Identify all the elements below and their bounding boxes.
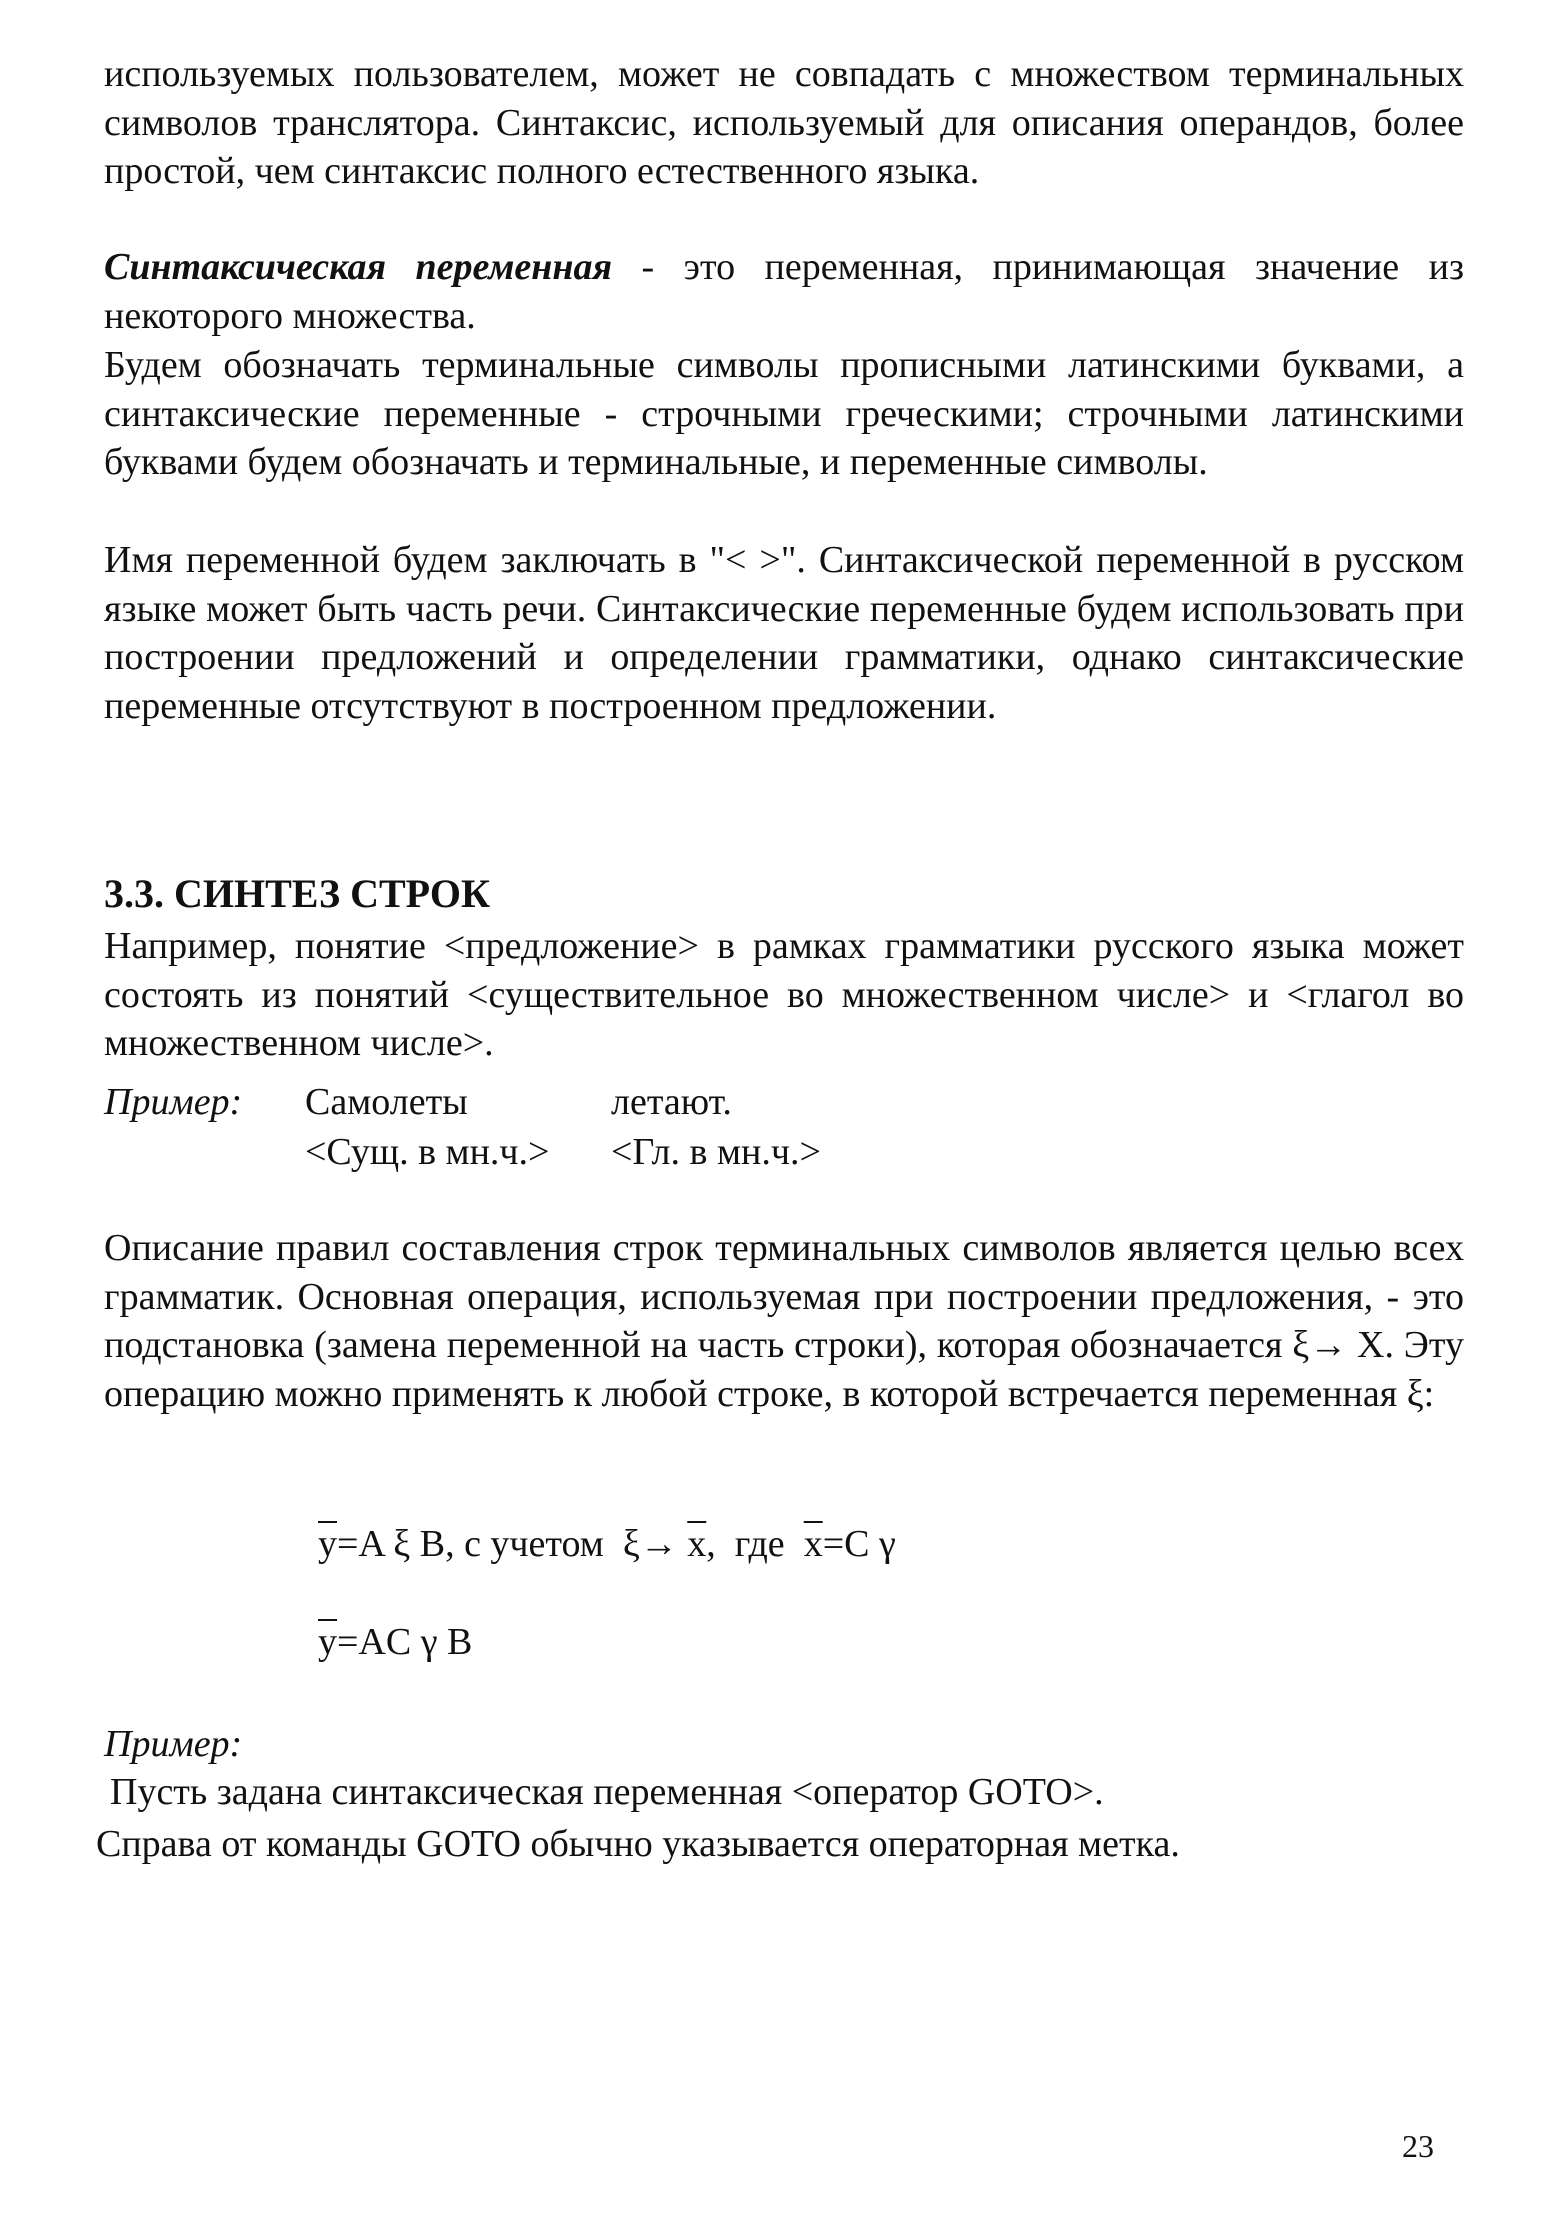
example-word-verb: летают. [611,1081,732,1123]
paragraph-syntactic-variable [104,243,1464,340]
example-word-noun: Самолеты [305,1081,468,1123]
paragraph-substitution: Описание правил составления строк терминальных символов является целью всех грамматик. Основная операция, используемая при построении предложения, - это подстановка (замена переменной на часть строки), которая обозначается ξ→ X. Эту операцию можно применять к любой строке, в которой встречается переменная ξ: [104,1227,1464,1415]
paragraph-goto-label: Справа от команды GOTO обычно указывается операторная метка. [96,1823,1180,1865]
formula-result: $\overline{y}=AC$ γ B [318,1621,473,1663]
formula-var-y: $\overline{y}$ [318,1523,337,1565]
formula-var-x: $\overline{x}$ [803,1523,823,1565]
example-label: Пример: [104,1081,243,1123]
formula-var-x: $\overline{x}$ [687,1523,707,1565]
example-tag-noun: <Сущ. в мн.ч.> [305,1131,550,1173]
definition-text: - это переменная, принимающая значение из некоторого множества. [104,246,1464,337]
paragraph-operands: используемых пользователем, может не совпадать с множеством терминальных символов транслятора. Синтаксис, используемый для описания операндов, более простой, чем синтаксис полного естественного языка. [104,53,1464,192]
section-heading: 3.3. СИНТЕЗ СТРОК [104,871,490,916]
paragraph-notation: Будем обозначать терминальные символы прописными латинскими буквами, а синтаксические переменные - строчными греческими; строчными латинскими буквами будем обозначать и терминальные, и переменные символы. [104,344,1464,483]
term-syntactic-variable: Синтаксическая переменная [104,246,613,288]
example-label: Пример: [104,1723,243,1765]
paragraph-variable-names: Имя переменной будем заключать в "< >". Синтаксической переменной в русском языке может быть часть речи. Синтаксические переменные будем использовать при построении предложений и определении грамматики, однако синтаксические переменные отсутствуют в построенном предложении. [104,539,1464,727]
page-number: 23 [1402,2128,1434,2164]
example-tag-verb: <Гл. в мн.ч.> [611,1131,821,1173]
formula-var-y: $\overline{y}$ [318,1621,337,1663]
paragraph-sentence-concept: Например, понятие <предложение> в рамках грамматики русского языка может состоять из понятий <существительное во множественном числе> и <глагол во множественном числе>. [104,925,1464,1064]
formula-substitution: $\overline{y}=A$ ξ B, с учетом $\xi\to \overline{x}$, где $\overline{x}=C$ γ [318,1523,896,1565]
paragraph-goto-variable: Пусть задана синтаксическая переменная <оператор GOTO>. [110,1771,1104,1813]
